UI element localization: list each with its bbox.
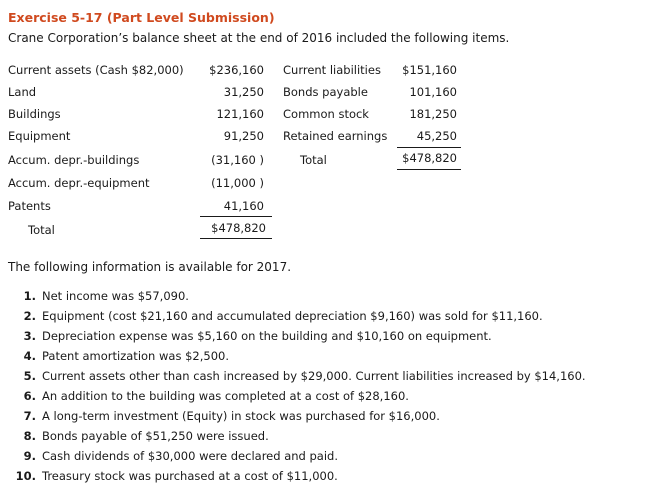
asset-label-equipment: Equipment: [8, 129, 71, 143]
asset-value-land: 31,250: [223, 85, 264, 99]
list-item: [8, 326, 663, 346]
liabilities-total-double-rule: [397, 169, 461, 170]
list-item-text: Equipment (cost $21,160 and accumulated depreciation $9,160) was sold for $11,160.: [42, 309, 543, 323]
assets-total-value: $478,820: [211, 221, 266, 235]
assets-total-double-rule: [200, 238, 272, 239]
equity-label-retained-earnings: Retained earnings: [283, 129, 388, 143]
asset-label-current-assets: Current assets (Cash $82,000): [8, 63, 184, 77]
list-item: [8, 286, 663, 306]
list-item: [8, 386, 663, 406]
list-item-number: 8.: [23, 429, 36, 443]
liability-value-bonds-payable: 101,160: [409, 85, 457, 99]
liabilities-total-value: $478,820: [402, 151, 457, 165]
list-item-text: Treasury stock was purchased at a cost of $11,000.: [42, 469, 338, 483]
list-item-text: Bonds payable of $51,250 were issued.: [42, 429, 269, 443]
list-item-text: Current assets other than cash increased by $29,000. Current liabilities increased by $14,160.: [42, 369, 586, 383]
liability-value-current-liabilities: $151,160: [402, 63, 457, 77]
list-item-number: 2.: [23, 309, 36, 323]
asset-value-equipment: 91,250: [223, 129, 264, 143]
asset-value-buildings: 121,160: [216, 107, 264, 121]
asset-label-accum-depr-equipment: Accum. depr.-equipment: [8, 176, 150, 190]
list-item-number: 4.: [23, 349, 36, 363]
list-item-number: 3.: [23, 329, 36, 343]
info-heading: The following information is available for 2017.: [8, 260, 292, 274]
list-item-text: A long-term investment (Equity) in stock was purchased for $16,000.: [42, 409, 440, 423]
asset-value-current-assets: $236,160: [209, 63, 264, 77]
asset-label-patents: Patents: [8, 199, 51, 213]
list-item-number: 9.: [23, 449, 36, 463]
liabilities-total-rule: [397, 147, 461, 148]
list-item: [8, 346, 663, 366]
assets-total-rule: [200, 216, 272, 217]
asset-label-land: Land: [8, 85, 37, 99]
asset-value-patents: 41,160: [223, 199, 264, 213]
exercise-title: Exercise 5-17 (Part Level Submission): [8, 10, 275, 25]
list-item-text: Patent amortization was $2,500.: [42, 349, 229, 363]
exercise-intro: Crane Corporation’s balance sheet at the end of 2016 included the following items.: [8, 31, 510, 45]
list-item-number: 7.: [23, 409, 36, 423]
list-item: [8, 406, 663, 426]
liability-label-current-liabilities: Current liabilities: [283, 63, 381, 77]
assets-total-label: Total: [28, 223, 55, 237]
equity-label-common-stock: Common stock: [283, 107, 369, 121]
info-list: [8, 286, 663, 486]
list-item-text: Net income was $57,090.: [42, 289, 189, 303]
asset-label-accum-depr-buildings: Accum. depr.-buildings: [8, 153, 140, 167]
list-item-text: Cash dividends of $30,000 were declared and paid.: [42, 449, 338, 463]
equity-value-common-stock: 181,250: [409, 107, 457, 121]
list-item-number: 10.: [15, 469, 36, 483]
equity-value-retained-earnings: 45,250: [416, 129, 457, 143]
list-item-number: 5.: [23, 369, 36, 383]
list-item: [8, 426, 663, 446]
list-item: [8, 306, 663, 326]
list-item-number: 1.: [23, 289, 36, 303]
liabilities-total-label: Total: [300, 153, 327, 167]
list-item-text: Depreciation expense was $5,160 on the building and $10,160 on equipment.: [42, 329, 492, 343]
list-item: [8, 446, 663, 466]
list-item-number: 6.: [23, 389, 36, 403]
asset-label-buildings: Buildings: [8, 107, 61, 121]
list-item-text: An addition to the building was completed at a cost of $28,160.: [42, 389, 409, 403]
list-item: [8, 466, 663, 486]
liability-label-bonds-payable: Bonds payable: [283, 85, 368, 99]
list-item: [8, 366, 663, 386]
asset-value-accum-depr-buildings: (31,160 ): [211, 153, 264, 167]
asset-value-accum-depr-equipment: (11,000 ): [211, 176, 264, 190]
